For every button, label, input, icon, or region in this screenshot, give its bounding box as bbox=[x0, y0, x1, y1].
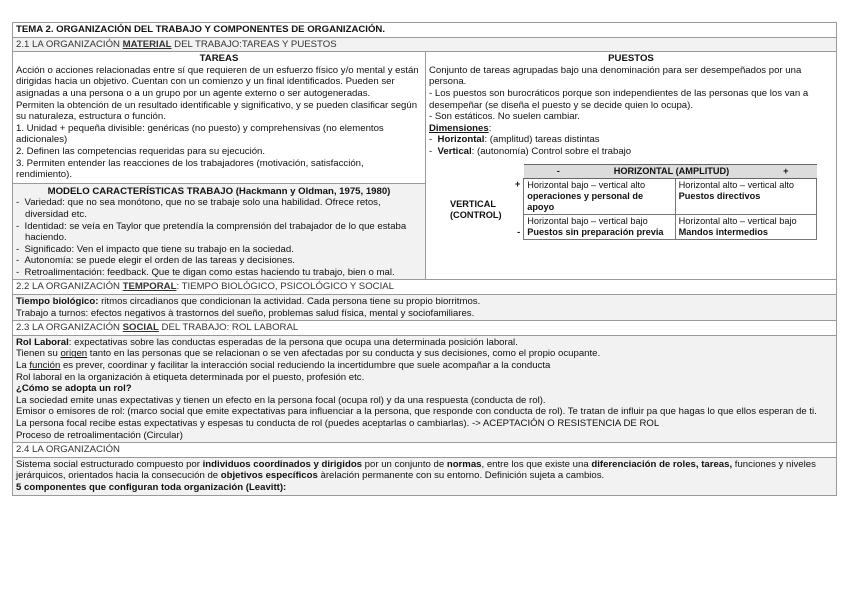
modelo-item: - Retroalimentación: feedback. Que te digan como estas haciendo tu trabajo, bien o mal. bbox=[16, 266, 395, 278]
section-2-3-heading: 2.3 LA ORGANIZACIÓN SOCIAL DEL TRABAJO: ROL LABORAL bbox=[13, 321, 837, 336]
rol-l8: Proceso de retroalimentación (Circular) bbox=[16, 429, 183, 441]
rol-etiqueta: Rol laboral en la organización à etiqueta determinada por el puesto, profesión etc. bbox=[16, 371, 365, 383]
notes-table bbox=[12, 22, 837, 496]
puestos-p1: Conjunto de tareas agrupadas bajo una denominación para ser desempeñados por una persona. bbox=[429, 64, 802, 88]
section-2-4-body-row bbox=[13, 457, 837, 495]
section-2-1-heading bbox=[13, 37, 837, 52]
matrix-row-1 bbox=[447, 178, 817, 214]
axis-plus: + bbox=[783, 165, 789, 176]
rol-l5: La sociedad emite unas expectativas y tienen un efecto en la persona focal (ocupa rol) y da una respuesta (conducta de rol). bbox=[16, 394, 546, 406]
section-2-4-body bbox=[13, 457, 837, 495]
axis-minus: - bbox=[556, 165, 560, 176]
dimension-matrix bbox=[447, 164, 817, 240]
matrix-blank bbox=[447, 164, 512, 178]
matrix-blank bbox=[512, 164, 524, 178]
heading-emphasis: MATERIAL bbox=[122, 38, 172, 50]
matrix-header-row bbox=[447, 164, 817, 178]
section-2-2-heading: 2.2 LA ORGANIZACIÓN TEMPORAL: TIEMPO BIOLÓGICO, PSICOLÓGICO Y SOCIAL bbox=[13, 280, 837, 295]
modelo-block bbox=[13, 183, 425, 280]
dimensiones-label: Dimensiones: bbox=[429, 122, 492, 134]
heading-suffix: DEL TRABAJO:TAREAS Y PUESTOS bbox=[171, 38, 337, 50]
tareas-p2: Permiten la obtención de un resultado identificable y significativo, y se pueden clasificar según su naturaleza, estructura o función. bbox=[16, 99, 418, 123]
document-page bbox=[12, 22, 836, 496]
heading-prefix: 2.1 LA ORGANIZACIÓN bbox=[16, 38, 123, 50]
section-2-2-body bbox=[13, 295, 837, 321]
matrix-cell: Horizontal bajo – vertical alto operaciones y personal de apoyo bbox=[524, 178, 675, 214]
matrix-cell: Horizontal alto – vertical bajo Mandos intermedios bbox=[675, 214, 816, 239]
tareas-puestos-row bbox=[13, 52, 837, 280]
section-2-4-heading: 2.4 LA ORGANIZACIÓN bbox=[13, 443, 837, 458]
puestos-heading: PUESTOS bbox=[608, 53, 654, 65]
tiempo-biologico: Tiempo biológico: ritmos circadianos que condicionan la actividad. Cada persona tiene su propio biorritmos. bbox=[16, 296, 481, 308]
tareas-n2: 2. Definen las competencias requeridas para su ejecución. bbox=[16, 145, 266, 157]
tareas-n1: 1. Unidad + pequeña divisible: genéricas (no puesto) y comprehensivas (no elementos adicionales) bbox=[16, 122, 384, 146]
rol-laboral: Rol Laboral: expectativas sobre las conductas esperadas de la persona que ocupa una determinada posición laboral. bbox=[16, 336, 518, 348]
matrix-cell: Horizontal alto – vertical alto Puestos directivos bbox=[675, 178, 816, 214]
puestos-cell bbox=[426, 52, 837, 280]
rol-funcion: La función es prever, coordinar y facilitar la interacción social reduciendo la incertidumbre que suele acompañar a la conducta bbox=[16, 360, 551, 372]
modelo-item: - Identidad: se veía en Taylor que pretendía la comprensión del trabajador de lo que estaba haciendo. bbox=[16, 220, 407, 244]
puestos-p3: - Son estáticos. No suelen cambiar. bbox=[429, 111, 580, 123]
tareas-p1: Acción o acciones relacionadas entre sí que requieren de un esfuerzo físico y/o mental y están dirigidas hacia un objetivo. Cuentan con un comienzo y un final identificados. Pueden ser asignadas a una persona o a un grupo por un agente externo o ser autogeneradas. bbox=[16, 64, 419, 99]
doc-title: TEMA 2. ORGANIZACIÓN DEL TRABAJO Y COMPONENTES DE ORGANIZACIÓN. bbox=[13, 23, 837, 38]
title-row bbox=[13, 23, 837, 38]
modelo-item: - Variedad: que no sea monótono, que no se trabaje solo una habilidad. Ofrece retos, diversidad etc. bbox=[16, 197, 381, 220]
modelo-heading: MODELO CARACTERÍSTICAS TRABAJO (Hackmann y Oldman, 1975, 1980) bbox=[47, 185, 391, 197]
rol-question: ¿Cómo se adopta un rol? bbox=[16, 383, 132, 395]
section-2-3-row bbox=[13, 321, 837, 336]
axis-vertical-label: VERTICAL (CONTROL) bbox=[450, 199, 502, 221]
tareas-n3: 3. Permiten entender las reacciones de los trabajadores (motivación, satisfacción, rendimiento). bbox=[16, 157, 364, 181]
section-2-2-body-row bbox=[13, 295, 837, 321]
puestos-p2: - Los puestos son burocráticos porque son independientes de las personas que los van a desempeñar (se diseña el puesto y se decide quien lo ocupa). bbox=[429, 87, 809, 111]
org-definition: Sistema social estructurado compuesto por individuos coordinados y dirigidos por un conjunto de normas, entre los que existe una diferenciación de roles, tareas, funciones y niveles jerárquicos, orientados hacia la consecución de objetivos específicos àrelación permanente con su entorno. Definición sujeta a cambios. bbox=[16, 458, 816, 482]
tareas-cell bbox=[13, 52, 426, 280]
axis-plus-vertical: + bbox=[514, 179, 521, 190]
matrix-cell: Horizontal bajo – vertical bajo Puestos sin preparación previa bbox=[524, 214, 675, 239]
section-2-3-body bbox=[13, 335, 837, 442]
dim-horizontal: - Horizontal: (amplitud) tareas distintas bbox=[429, 134, 600, 146]
trabajo-turnos: Trabajo a turnos: efectos negativos à trastornos del sueño, problemas salud física, mental y sociofamiliares. bbox=[16, 307, 475, 319]
tareas-heading: TAREAS bbox=[199, 53, 239, 65]
section-2-2-row bbox=[13, 280, 837, 295]
section-2-1-row bbox=[13, 37, 837, 52]
rol-l6: Emisor o emisores de rol: (marco social que emite expectativas para influenciar a la persona, que responde con conducta de rol). Te tratan de influir pa que hagas lo que ellos esperan de ti. bbox=[16, 406, 817, 418]
modelo-item: - Significado: Ven el impacto que tiene su trabajo en la sociedad. bbox=[16, 243, 294, 255]
axis-horizontal-label: HORIZONTAL (AMPLITUD) bbox=[613, 165, 730, 176]
axis-minus-vertical: - bbox=[517, 227, 521, 238]
rol-l7: La persona focal recibe estas expectativas y espesas tu conducta de rol (puedes aceptarlas o cambiarlas). -> ACEPTACIÓN O RESISTENCIA DE ROL bbox=[16, 418, 660, 429]
matrix-top-header bbox=[524, 164, 817, 178]
dim-vertical: - Vertical: (autonomía) Control sobre el trabajo bbox=[429, 145, 632, 157]
org-components: 5 componentes que configuran toda organización (Leavitt): bbox=[16, 481, 287, 493]
rol-origen: Tienen su origen tanto en las personas que se relacionan o se ven afectadas por su conducta y sus decisiones, como el propio ocupante. bbox=[16, 348, 601, 360]
section-2-3-body-row bbox=[13, 335, 837, 442]
section-2-4-row bbox=[13, 443, 837, 458]
modelo-item: - Autonomía: se puede elegir el orden de las tareas y decisiones. bbox=[16, 255, 295, 267]
